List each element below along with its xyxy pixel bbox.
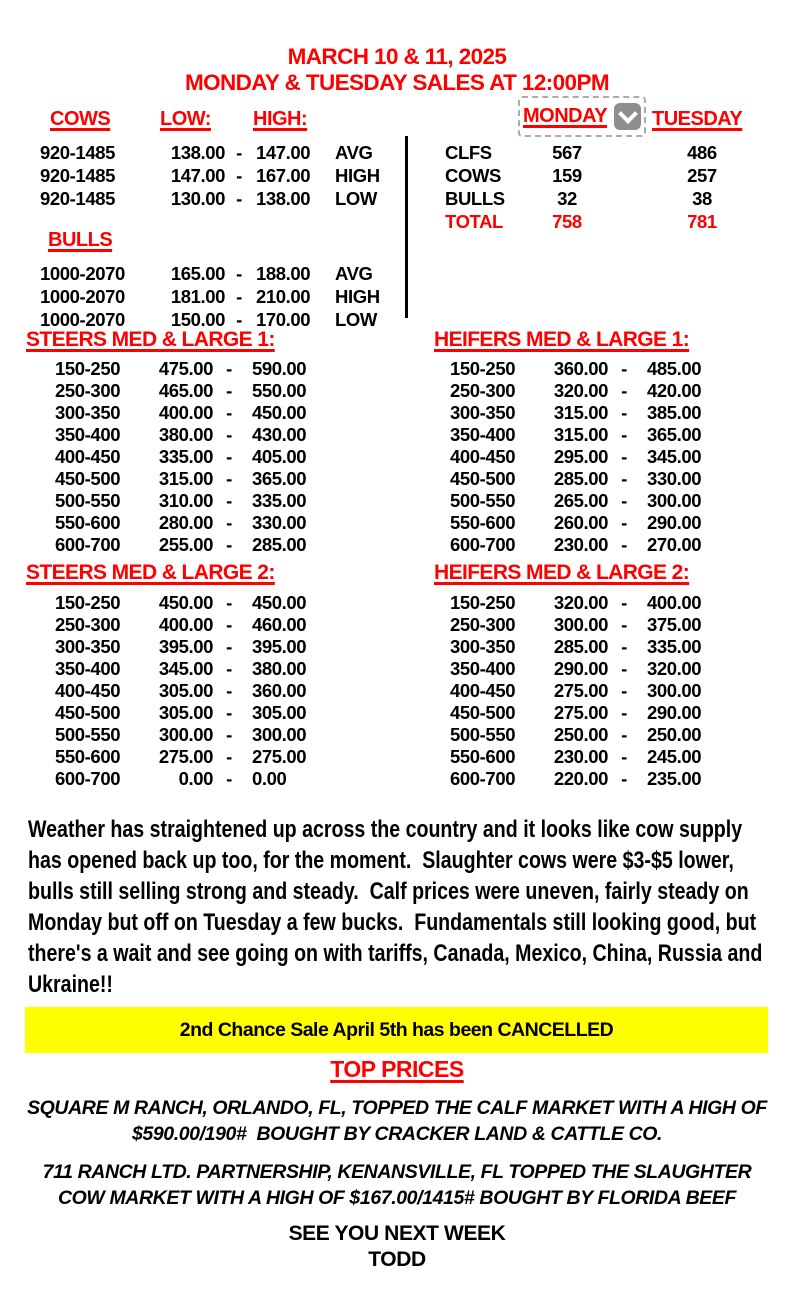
range-dash: - [226,724,232,745]
high-price: 300.00 [252,724,307,745]
low-price: 320.00 [553,592,608,613]
monday-count: 32 [557,187,577,209]
low-price: 380.00 [158,424,213,445]
grade-label: HIGH [335,285,380,307]
low-price: 147.00 [170,164,225,186]
monday-count: 159 [552,164,582,186]
low-price: 275.00 [553,702,608,723]
monday-dropdown[interactable] [518,96,646,137]
weight-range: 400-450 [450,680,516,701]
low-price: 450.00 [158,592,213,613]
high-price: 235.00 [647,768,702,789]
weight-range: 400-450 [450,446,516,467]
range-dash: - [621,658,627,679]
high-price: 305.00 [252,702,307,723]
range-dash: - [226,746,232,767]
range-dash: - [621,592,627,613]
low-price: 465.00 [158,380,213,401]
weight-range: 450-500 [450,468,516,489]
low-price: 285.00 [553,636,608,657]
range-dash: - [621,512,627,533]
range-dash: - [621,358,627,379]
high-price: 335.00 [647,636,702,657]
low-price: 305.00 [158,702,213,723]
low-price: 250.00 [553,724,608,745]
steers-1-table [55,358,322,556]
low-price: 335.00 [158,446,213,467]
weight-range: 920-1485 [40,141,115,163]
low-price: 255.00 [158,534,213,555]
high-price: 170.00 [256,308,311,330]
weight-range: 600-700 [450,534,516,555]
high-price: 550.00 [252,380,307,401]
grade-label: LOW [335,308,377,330]
range-dash: - [621,636,627,657]
price-row [55,468,322,490]
weight-range: 550-600 [55,512,121,533]
range-dash: - [621,702,627,723]
high-price: 147.00 [256,141,311,163]
low-price: 150.00 [170,308,225,330]
signoff-name: TODD [368,1248,426,1271]
low-price: 315.00 [553,424,608,445]
high-price: 365.00 [647,424,702,445]
low-price: 275.00 [158,746,213,767]
range-dash: - [226,512,232,533]
weight-range: 400-450 [55,680,121,701]
range-dash: - [621,490,627,511]
range-dash: - [621,468,627,489]
weight-range: 350-400 [55,658,121,679]
high-price: 300.00 [647,680,702,701]
price-row [450,768,717,790]
price-row [55,702,322,724]
low-price: 138.00 [170,141,225,163]
report-subtitle: MONDAY & TUESDAY SALES AT 12:00PM [184,70,610,95]
price-row [450,512,717,534]
price-row [55,746,322,768]
market-commentary: Weather has straightened up across the country and it looks like cow supply has opened back up too, for the moment. Slaughter cows were $3-$5 lower, bulls still selling strong and steady. Calf prices were uneven, fairly steady on Monday but off on Tuesday a few bucks. Fundamentals still looking good, but there's a wait and see going on with tariffs, Canada, Mexico, China, Russia and Ukraine!! [28,816,768,998]
top-price-entry-calf: SQUARE M RANCH, ORLANDO, FL, TOPPED THE CALF MARKET WITH A HIGH OF $590.00/190# BOUGHT BY CRACKER LAND & CATTLE CO. [27,1097,772,1145]
weight-range: 150-250 [55,592,121,613]
weight-range: 300-350 [450,402,516,423]
steers-2-table [55,592,322,790]
range-dash: - [226,614,232,635]
head-count-row [445,164,777,187]
cows-header: COWS [50,108,111,130]
high-price: 330.00 [252,512,307,533]
high-price: 290.00 [647,702,702,723]
range-dash: - [226,534,232,555]
low-price: 320.00 [553,380,608,401]
weight-range: 450-500 [55,468,121,489]
price-row [55,402,322,424]
weight-range: 550-600 [55,746,121,767]
total-label: TOTAL [445,210,503,232]
weight-range: 250-300 [450,614,516,635]
high-price: 450.00 [252,592,307,613]
dropdown-button[interactable] [614,103,641,130]
weight-range: 550-600 [450,746,516,767]
weight-range: 300-350 [55,402,121,423]
price-row [55,658,322,680]
range-dash: - [226,380,232,401]
price-row [55,446,322,468]
high-price: 365.00 [252,468,307,489]
weight-range: 500-550 [450,490,516,511]
price-row [55,724,322,746]
grade-label: HIGH [335,164,380,186]
low-price: 130.00 [170,187,225,209]
weight-range: 450-500 [55,702,121,723]
low-price: 475.00 [158,358,213,379]
high-price: 380.00 [252,658,307,679]
low-price: 181.00 [170,285,225,307]
high-price: 460.00 [252,614,307,635]
low-price: 275.00 [553,680,608,701]
low-price: 305.00 [158,680,213,701]
cows-row [40,141,393,164]
price-row [450,446,717,468]
high-price: 590.00 [252,358,307,379]
weight-range: 350-400 [450,424,516,445]
price-row [450,746,717,768]
price-row [450,658,717,680]
steers-2-header: STEERS MED & LARGE 2: [26,561,275,584]
weight-range: 150-250 [450,358,516,379]
high-price: 395.00 [252,636,307,657]
high-price: 245.00 [647,746,702,767]
weight-range: 500-550 [55,490,121,511]
high-price: 335.00 [252,490,307,511]
weight-range: 300-350 [450,636,516,657]
price-row [450,490,717,512]
high-price: 270.00 [647,534,702,555]
price-row [55,614,322,636]
signoff-line: SEE YOU NEXT WEEK [288,1222,506,1245]
price-row [450,402,717,424]
range-dash: - [621,680,627,701]
price-row [450,724,717,746]
range-dash: - [621,402,627,423]
high-price: 320.00 [647,658,702,679]
high-price: 400.00 [647,592,702,613]
weight-range: 250-300 [55,614,121,635]
high-price: 0.00 [252,768,287,789]
high-price: 290.00 [647,512,702,533]
weight-range: 250-300 [450,380,516,401]
weight-range: 300-350 [55,636,121,657]
cows-row [40,164,393,187]
low-price: 295.00 [553,446,608,467]
high-price: 167.00 [256,164,311,186]
price-row [55,592,322,614]
low-column-header: LOW: [160,108,211,130]
bulls-header: BULLS [48,229,113,251]
heifers-1-table [450,358,717,556]
head-count-table [445,141,777,210]
weight-range: 600-700 [55,768,121,789]
count-category: BULLS [445,187,505,209]
weight-range: 500-550 [450,724,516,745]
low-price: 400.00 [158,402,213,423]
price-row [55,358,322,380]
top-prices-heading: TOP PRICES [330,1056,464,1082]
high-price: 360.00 [252,680,307,701]
high-price: 300.00 [647,490,702,511]
range-dash: - [226,768,232,789]
low-price: 260.00 [553,512,608,533]
weight-range: 1000-2070 [40,308,125,330]
range-dash: - [621,380,627,401]
price-row [55,768,322,790]
bulls-row [40,285,393,308]
range-dash: - [621,768,627,789]
tuesday-count: 38 [692,187,712,209]
price-row [55,490,322,512]
weight-range: 350-400 [450,658,516,679]
price-row [55,424,322,446]
report-date: MARCH 10 & 11, 2025 [287,44,507,69]
bulls-table [40,262,393,331]
high-price: 210.00 [256,285,311,307]
price-row [450,358,717,380]
cows-table [40,141,393,210]
range-dash: - [226,592,232,613]
head-count-row [445,187,777,210]
range-dash: - [621,446,627,467]
weight-range: 600-700 [55,534,121,555]
weight-range: 450-500 [450,702,516,723]
high-price: 275.00 [252,746,307,767]
monday-total: 758 [552,210,582,232]
low-price: 345.00 [158,658,213,679]
range-dash: - [236,141,242,163]
range-dash: - [236,262,242,284]
low-price: 220.00 [553,768,608,789]
high-price: 345.00 [647,446,702,467]
range-dash: - [226,358,232,379]
cancellation-banner [25,1007,768,1053]
weight-range: 1000-2070 [40,285,125,307]
weight-range: 920-1485 [40,164,115,186]
heifers-2-table [450,592,717,790]
high-price: 385.00 [647,402,702,423]
high-price: 420.00 [647,380,702,401]
weight-range: 500-550 [55,724,121,745]
range-dash: - [226,424,232,445]
top-prices-section [0,1056,794,1083]
price-row [450,592,717,614]
range-dash: - [621,724,627,745]
vertical-divider [405,136,408,318]
range-dash: - [226,446,232,467]
cancellation-text: 2nd Chance Sale April 5th has been CANCELLED [179,1018,614,1041]
monday-column-header: MONDAY [523,105,608,127]
price-row [450,636,717,658]
range-dash: - [236,285,242,307]
range-dash: - [226,658,232,679]
weight-range: 250-300 [55,380,121,401]
low-price: 395.00 [158,636,213,657]
report-title [0,44,794,96]
tuesday-total: 781 [687,210,717,232]
high-price: 375.00 [647,614,702,635]
heifers-2-header: HEIFERS MED & LARGE 2: [434,561,690,584]
weight-range: 1000-2070 [40,262,125,284]
price-row [450,424,717,446]
high-price: 430.00 [252,424,307,445]
low-price: 400.00 [158,614,213,635]
range-dash: - [226,680,232,701]
high-price: 330.00 [647,468,702,489]
price-row [450,468,717,490]
range-dash: - [226,636,232,657]
price-row [450,680,717,702]
weight-range: 400-450 [55,446,121,467]
price-row [450,702,717,724]
low-price: 165.00 [170,262,225,284]
high-price: 450.00 [252,402,307,423]
price-row [55,380,322,402]
range-dash: - [226,468,232,489]
price-row [450,534,717,556]
high-price: 188.00 [256,262,311,284]
price-row [55,534,322,556]
steers-1-header: STEERS MED & LARGE 1: [26,328,275,351]
weight-range: 920-1485 [40,187,115,209]
head-count-row [445,141,777,164]
grade-label: LOW [335,187,377,209]
low-price: 310.00 [158,490,213,511]
cows-row [40,187,393,210]
low-price: 315.00 [158,468,213,489]
low-price: 280.00 [158,512,213,533]
top-price-entry-slaughter-cow: 711 RANCH LTD. PARTNERSHIP, KENANSVILLE, FL TOPPED THE SLAUGHTER COW MARKET WITH A HIGH OF $167.00/1415# BOUGHT BY FLORIDA BEEF [42,1161,757,1209]
count-category: CLFS [445,141,492,163]
high-price: 405.00 [252,446,307,467]
low-price: 230.00 [553,746,608,767]
range-dash: - [621,614,627,635]
heifers-1-header: HEIFERS MED & LARGE 1: [434,328,690,351]
count-category: COWS [445,164,501,186]
range-dash: - [236,308,242,330]
tuesday-column-header: TUESDAY [652,108,743,130]
range-dash: - [226,702,232,723]
low-price: 300.00 [158,724,213,745]
price-row [55,680,322,702]
monday-count: 567 [552,141,582,163]
price-row [450,614,717,636]
low-price: 285.00 [553,468,608,489]
low-price: 0.00 [178,768,213,789]
high-price: 138.00 [256,187,311,209]
price-row [55,512,322,534]
range-dash: - [226,402,232,423]
range-dash: - [236,164,242,186]
low-price: 230.00 [553,534,608,555]
range-dash: - [621,534,627,555]
high-column-header: HIGH: [253,108,308,130]
weight-range: 150-250 [450,592,516,613]
range-dash: - [226,490,232,511]
price-row [450,380,717,402]
tuesday-count: 486 [687,141,717,163]
high-price: 285.00 [252,534,307,555]
head-count-total-row [445,210,777,233]
price-row [55,636,322,658]
weight-range: 550-600 [450,512,516,533]
low-price: 265.00 [553,490,608,511]
low-price: 290.00 [553,658,608,679]
weight-range: 350-400 [55,424,121,445]
high-price: 485.00 [647,358,702,379]
weight-range: 150-250 [55,358,121,379]
range-dash: - [621,746,627,767]
range-dash: - [621,424,627,445]
range-dash: - [236,187,242,209]
low-price: 300.00 [553,614,608,635]
tuesday-count: 257 [687,164,717,186]
high-price: 250.00 [647,724,702,745]
chevron-down-icon [618,104,638,124]
low-price: 315.00 [553,402,608,423]
low-price: 360.00 [553,358,608,379]
weight-range: 600-700 [450,768,516,789]
bulls-row [40,262,393,285]
grade-label: AVG [335,141,373,163]
grade-label: AVG [335,262,373,284]
